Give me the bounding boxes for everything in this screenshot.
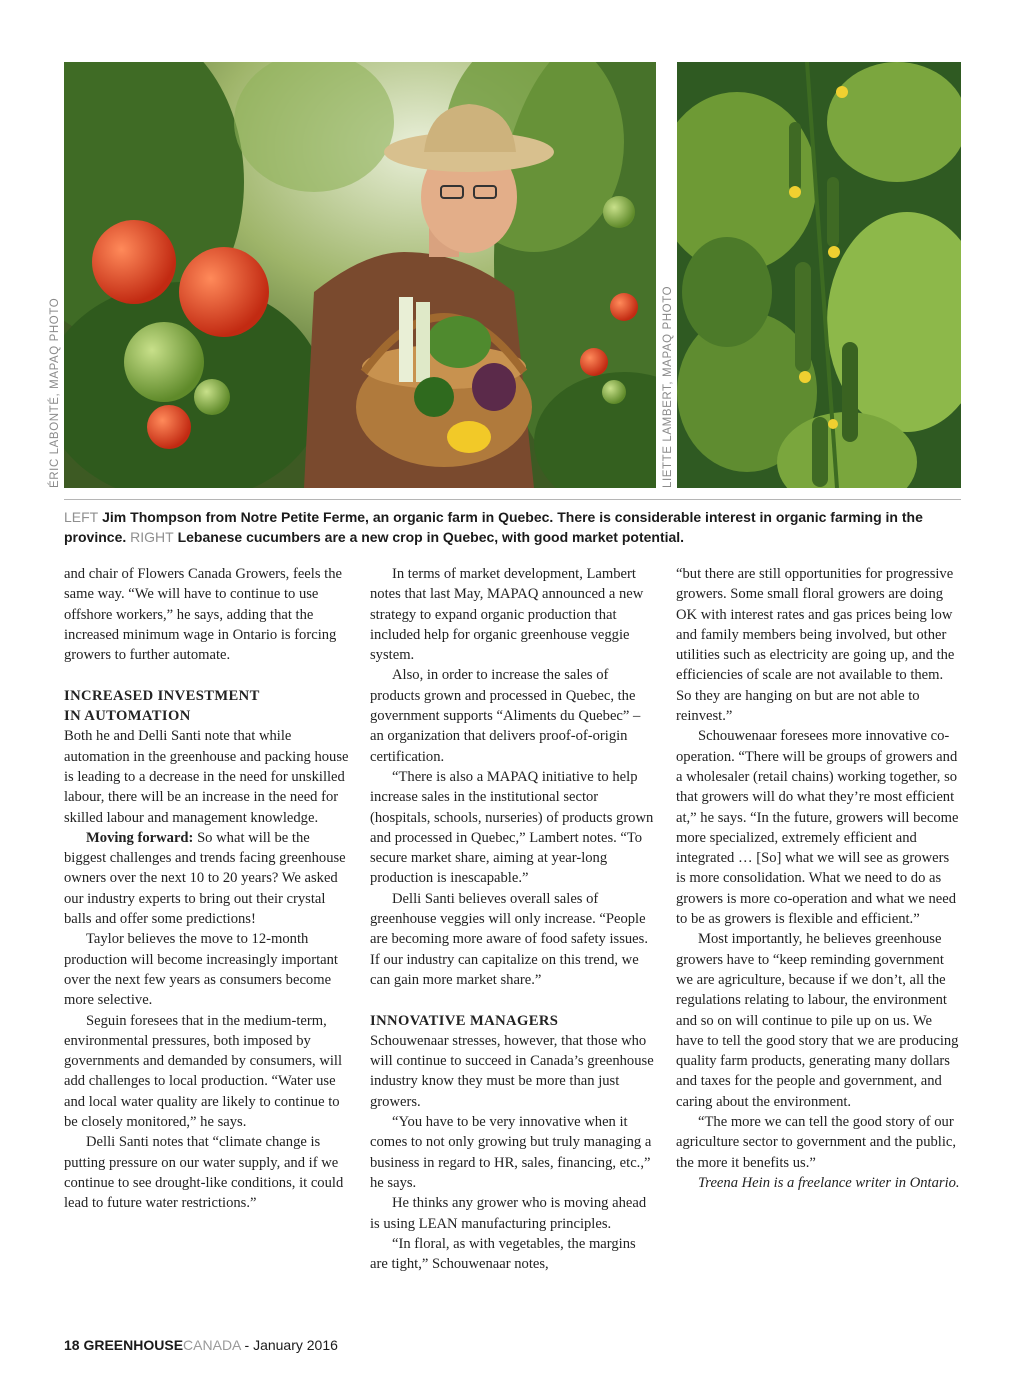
farmer-photo — [64, 62, 656, 488]
paragraph: Most importantly, he believes greenhouse growers have to “keep reminding government we are agriculture, because if we don’t, all the regulations relating to labour, the environment and so on will continue to pile up on us. We have to tell the good story that we are producing quality farm products, generating many dollars and taxes for the people and government, and caring about the environment. — [676, 931, 959, 1110]
paragraph: Delli Santi believes overall sales of greenhouse veggies will only increase. “People are becoming more aware of food safety issues. If our industry can capitalize on this trend, we can gain more market share.” — [370, 890, 648, 988]
paragraph: Schouwenaar stresses, however, that those who will continue to succeed in Canada’s greenhouse industry know they must be more than just growers. — [370, 1032, 654, 1110]
right-photo-credit: LIETTE LAMBERT, MAPAQ PHOTO — [662, 285, 674, 488]
paragraph-body: So what will be the biggest challenges and trends facing greenhouse owners over the next 10 to 20 years? We asked our industry experts to bring out their crystal balls and offer some predictions! — [64, 829, 346, 928]
cucumber-photo — [677, 62, 961, 488]
heading-line: INCREASED INVESTMENT — [64, 687, 260, 704]
farmer-photo-image — [64, 62, 656, 488]
article-column-2 — [370, 564, 656, 1274]
paragraph: “In floral, as with vegetables, the margins are tight,” Schouwenaar notes, — [370, 1235, 636, 1273]
cucumber-photo-image — [677, 62, 961, 488]
section-heading-innovative-managers: INNOVATIVE MANAGERS — [370, 1012, 559, 1029]
section-heading-automation — [64, 686, 350, 727]
caption-divider — [64, 499, 961, 500]
caption-right-text: Lebanese cucumbers are a new crop in Quebec, with good market potential. — [177, 529, 685, 545]
paragraph: “The more we can tell the good story of our agriculture sector to government and the public, the more it benefits us.” — [676, 1114, 957, 1171]
paragraph — [64, 828, 350, 929]
article-column-3 — [676, 564, 962, 1193]
paragraph: Delli Santi notes that “climate change is putting pressure on our water supply, and if we continue to see drought-like conditions, it could lead to future water restrictions.” — [64, 1134, 344, 1212]
magazine-name-light: CANADA — [183, 1337, 241, 1353]
caption-right-tag: RIGHT — [130, 529, 174, 545]
paragraph: He thinks any grower who is moving ahead is using LEAN manufacturing principles. — [370, 1195, 647, 1232]
paragraph: In terms of market development, Lambert notes that last May, MAPAQ announced a new strategy to expand organic production that included help for organic greenhouse veggie system. — [370, 566, 644, 664]
paragraph: Schouwenaar foresees more innovative co-operation. “There will be groups of growers and a wholesaler (retail chains) working together, so that growers will do what they’re most efficient at,” he says. “In the future, growers will become more specialized, extremely efficient and integrated … [So] what we will see as growers is more consolidation. What we need to do as growers is more co-operation and what we need to be as growers is flexible and efficient.” — [676, 728, 959, 928]
article-column-1 — [64, 564, 350, 1214]
lead-in: Moving forward: — [86, 829, 194, 846]
heading-line: IN AUTOMATION — [64, 708, 191, 725]
photo-caption — [64, 507, 961, 547]
paragraph: Seguin foresees that in the medium-term, environmental pressures, both imposed by governments and demanded by consumers, will add challenges to local production. “Water use and local water quality are likely to continue to be closely monitored,” he says. — [64, 1012, 343, 1131]
page-number: 18 — [64, 1337, 80, 1353]
paragraph: Both he and Delli Santi note that while automation in the greenhouse and packing house is leading to a decrease in the need for unskilled labour, there will be an increase in the need for skilled labour and management knowledge. — [64, 728, 349, 826]
paragraph: and chair of Flowers Canada Growers, feels the same way. “We will have to continue to use offshore workers,” he says, adding that the increased minimum wage in Ontario is forcing growers to further automate. — [64, 566, 342, 664]
paragraph: “You have to be very innovative when it comes to not only growing but truly managing a business in regard to HR, sales, financing, etc.,” he says. — [370, 1114, 652, 1191]
caption-left-text: Jim Thompson from Notre Petite Ferme, an organic farm in Quebec. There is considerable interest in organic farming in the province. — [64, 509, 923, 545]
caption-left-tag: LEFT — [64, 509, 99, 525]
paragraph: “but there are still opportunities for progressive growers. Some small floral growers are doing OK with interest rates and gas prices being low and family members being involved, but other utilities such as electricity are going up, and the efficiencies of scale are not available to them. So they are hanging on but are not able to reinvest.” — [676, 566, 955, 725]
issue-date: - January 2016 — [244, 1337, 338, 1353]
magazine-name: GREENHOUSE — [83, 1337, 184, 1353]
paragraph: Taylor believes the move to 12-month production will become increasingly important over the next few years as consumers become more selective. — [64, 931, 338, 1009]
paragraph: “There is also a MAPAQ initiative to help increase sales in the institutional sector (hospitals, schools, nurseries) of products grown and processed in Quebec,” Lambert notes. “To secure market share, aiming at year-long production is inescapable.” — [370, 768, 654, 887]
author-bio: Treena Hein is a freelance writer in Ontario. — [698, 1174, 960, 1191]
left-photo-credit: ÉRIC LABONTÉ, MAPAQ PHOTO — [49, 297, 61, 488]
page-footer — [64, 1337, 338, 1353]
paragraph: Also, in order to increase the sales of products grown and processed in Quebec, the government supports “Aliments du Quebec” – an organization that delivers proof-of-origin certification. — [370, 667, 641, 765]
